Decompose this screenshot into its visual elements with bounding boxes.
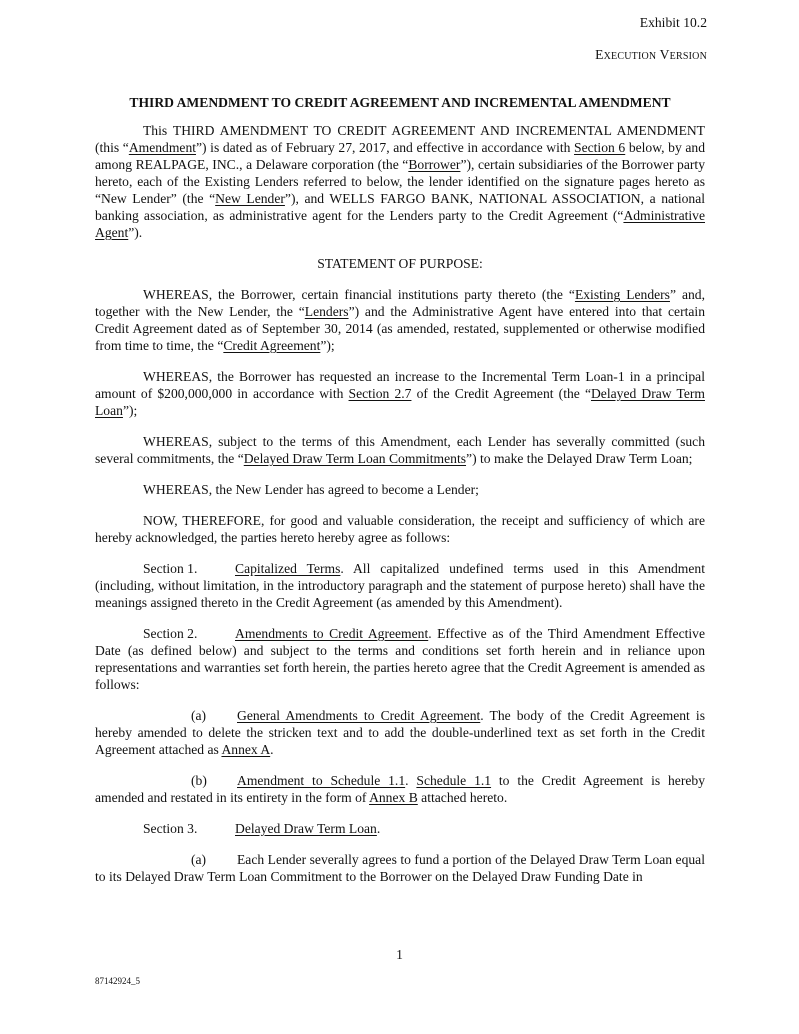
text-run: . Effective as of the Third Amendment Effective Date (as defined below) and subject to the terms and conditions set forth herein and in reliance upon representations and warranties set forth herein, the parties hereto agree that the Credit Agreement is amended as follows: bbox=[95, 626, 705, 692]
text-run: Each Lender severally agrees to fund a portion of the Delayed Draw Term Loan equal to its Delayed Draw Term Loan Commitment to the Borrower on the Delayed Draw Funding Date in bbox=[95, 852, 705, 884]
text-run: WHEREAS, the Borrower has requested an increase to the Incremental Term Loan-1 in a principal amount of $200,000,000 in accordance with bbox=[95, 369, 705, 401]
text-run: . bbox=[376, 821, 381, 836]
clause-heading: General Amendments to Credit Agreement bbox=[237, 708, 481, 723]
defined-term: Amendment bbox=[128, 140, 197, 155]
text-run: ”), certain subsidiaries of the Borrower party hereto, each of the Existing Lenders referred to below, the lender identified on the signature pages hereto as “New Lender” (the “ bbox=[95, 157, 705, 206]
section-reference: Section 2.7 bbox=[348, 386, 412, 401]
section-2a-paragraph bbox=[95, 707, 705, 758]
document-id: 87142924_5 bbox=[95, 976, 140, 986]
clause-label: (b) bbox=[191, 773, 207, 788]
text-run: ”) to make the Delayed Draw Term Loan; bbox=[466, 451, 693, 466]
text-run: ”), and WELLS FARGO BANK, NATIONAL ASSOCIATION, a national banking association, as administrative agent for the Lenders party to the Credit Agreement (“ bbox=[95, 191, 705, 223]
exhibit-label: Exhibit 10.2 bbox=[639, 15, 707, 30]
whereas-paragraph-2 bbox=[95, 368, 705, 419]
whereas-paragraph-3 bbox=[95, 433, 705, 467]
defined-term: Lenders bbox=[304, 304, 349, 319]
whereas-paragraph-1 bbox=[95, 286, 705, 354]
document-body bbox=[95, 94, 705, 899]
defined-term: New Lender bbox=[215, 191, 285, 206]
defined-term: Borrower bbox=[408, 157, 461, 172]
text-run: . All capitalized undefined terms used in this Amendment (including, without limitation, in the introductory paragraph and the statement of purpose hereto) shall have the meanings assigned thereto in the Credit Agreement (as amended by this Amendment). bbox=[95, 561, 705, 610]
text-run: of the Credit Agreement (the “ bbox=[411, 386, 591, 401]
defined-term: Delayed Draw Term Loan bbox=[95, 386, 705, 418]
intro-paragraph bbox=[95, 122, 705, 241]
text-run: WHEREAS, subject to the terms of this Amendment, each Lender has severally committed (such several commitments, the “ bbox=[95, 434, 705, 466]
section-number: Section 1. bbox=[143, 561, 198, 576]
section-reference: Section 6 bbox=[574, 140, 626, 155]
schedule-reference: Schedule 1.1 bbox=[416, 773, 492, 788]
text-run: . bbox=[270, 742, 274, 757]
purpose-heading: STATEMENT OF PURPOSE: bbox=[317, 256, 483, 271]
clause-heading: Amendment to Schedule 1.1 bbox=[237, 773, 406, 788]
text-run: WHEREAS, the Borrower, certain financial institutions party thereto (the “ bbox=[143, 287, 575, 302]
text-run: . bbox=[405, 773, 417, 788]
section-2b-paragraph bbox=[95, 772, 705, 806]
text-run: ”); bbox=[122, 403, 138, 418]
section-2-paragraph bbox=[95, 625, 705, 693]
whereas-paragraph-4: WHEREAS, the New Lender has agreed to become a Lender; bbox=[143, 482, 479, 497]
annex-reference: Annex A bbox=[221, 742, 271, 757]
defined-term: Credit Agreement bbox=[223, 338, 321, 353]
text-run: attached hereto. bbox=[417, 790, 508, 805]
execution-version-label: Execution Version bbox=[595, 47, 707, 62]
section-number: Section 2. bbox=[143, 626, 198, 641]
text-run: ”). bbox=[128, 225, 143, 240]
section-heading: Amendments to Credit Agreement bbox=[235, 626, 429, 641]
clause-label: (a) bbox=[191, 852, 207, 867]
section-1-paragraph bbox=[95, 560, 705, 611]
section-3-paragraph bbox=[95, 820, 705, 837]
text-run: ”); bbox=[320, 338, 335, 353]
text-run: ”) is dated as of February 27, 2017, and effective in accordance with bbox=[196, 140, 575, 155]
text-run: . The body of the Credit Agreement is hereby amended to delete the stricken text and to add the double-underlined text as set forth in the Credit Agreement attached as bbox=[95, 708, 705, 757]
clause-label: (a) bbox=[191, 708, 207, 723]
text-run: below, by and among REALPAGE, INC., a Delaware corporation (the “ bbox=[95, 140, 705, 172]
text-run: ” and, together with the New Lender, the “ bbox=[95, 287, 705, 319]
section-heading: Capitalized Terms bbox=[235, 561, 341, 576]
now-therefore-paragraph: NOW, THEREFORE, for good and valuable consideration, the receipt and sufficiency of which are hereby acknowledged, the parties hereto hereby agree as follows: bbox=[95, 513, 705, 545]
defined-term: Delayed Draw Term Loan Commitments bbox=[243, 451, 467, 466]
section-number: Section 3. bbox=[143, 821, 198, 836]
section-heading: Delayed Draw Term Loan bbox=[235, 821, 377, 836]
text-run: This THIRD AMENDMENT TO CREDIT AGREEMENT AND INCREMENTAL AMENDMENT (this “ bbox=[95, 123, 705, 155]
text-run: ”) and the Administrative Agent have entered into that certain Credit Agreement dated as of September 30, 2014 (as amended, restated, supplemented or otherwise modified from time to time, the “ bbox=[95, 304, 705, 353]
text-run: to the Credit Agreement is hereby amended and restated in its entirety in the form of bbox=[95, 773, 705, 805]
document-title: THIRD AMENDMENT TO CREDIT AGREEMENT AND INCREMENTAL AMENDMENT bbox=[129, 95, 671, 110]
page-number: 1 bbox=[396, 947, 403, 962]
defined-term: Administrative Agent bbox=[95, 208, 705, 240]
section-3a-paragraph bbox=[95, 851, 705, 885]
defined-term: Existing Lenders bbox=[574, 287, 670, 302]
annex-reference: Annex B bbox=[369, 790, 418, 805]
